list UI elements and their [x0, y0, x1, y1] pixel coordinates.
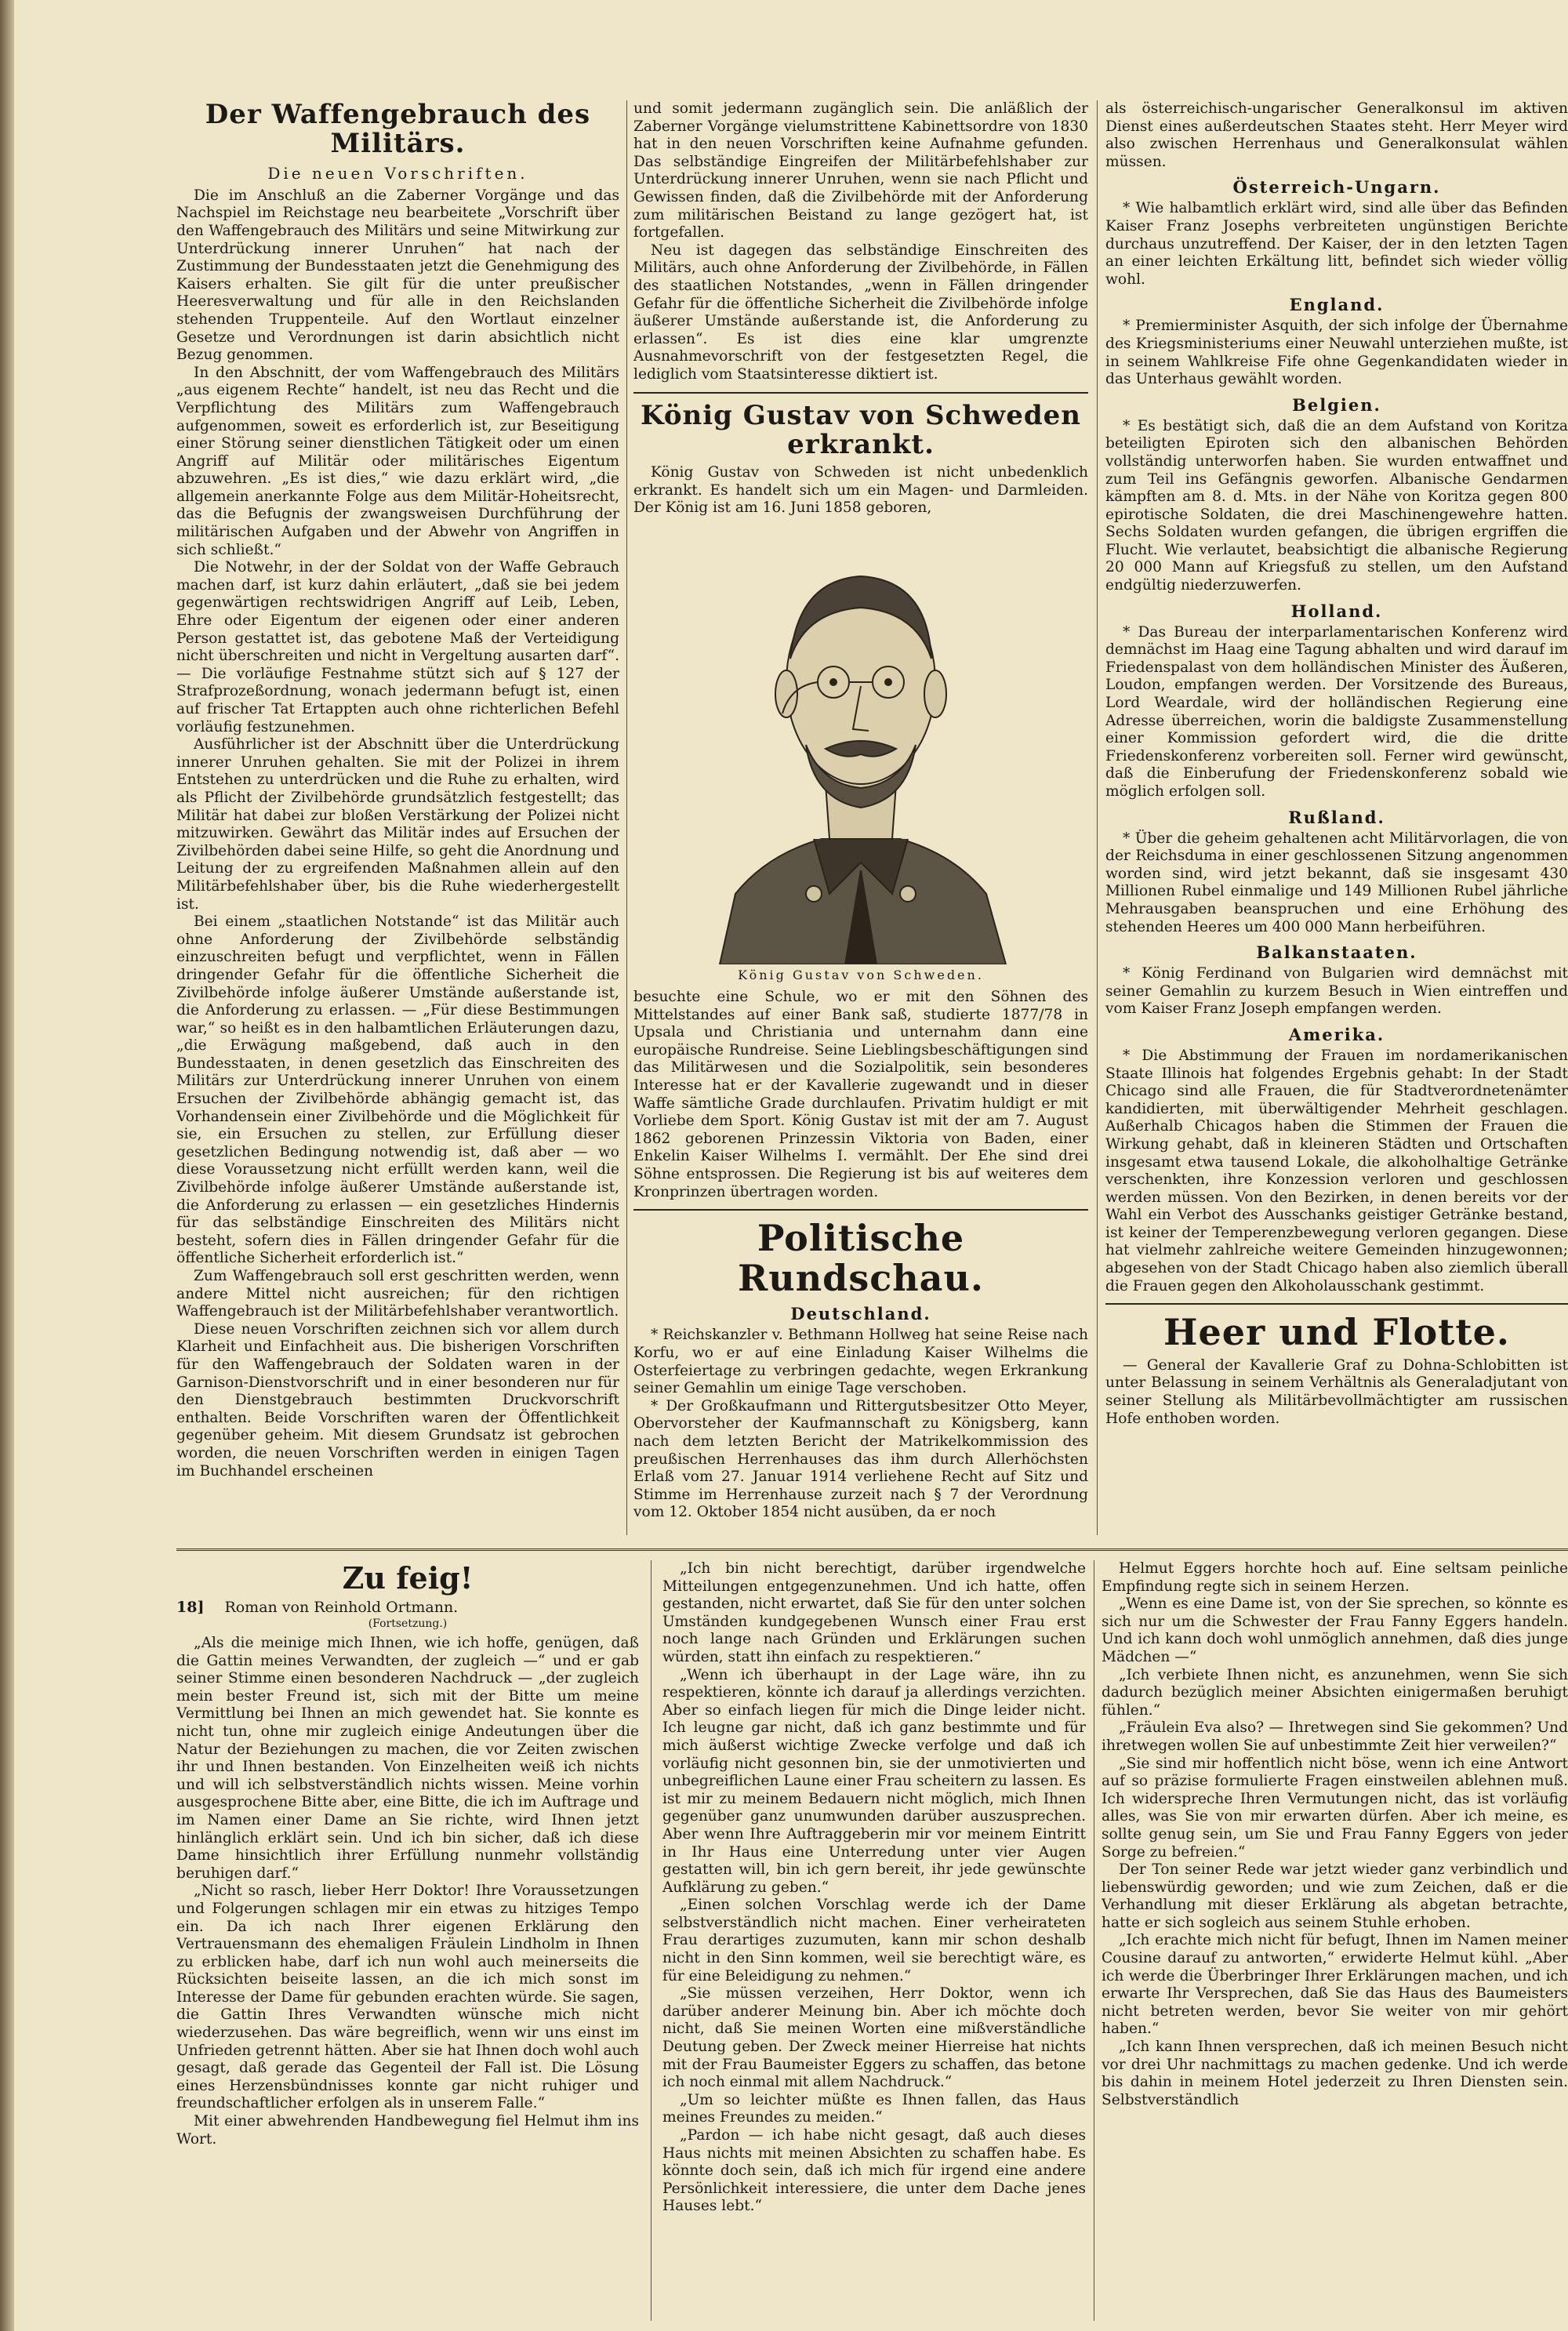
serial-number: 18]	[176, 1599, 205, 1616]
serial-paragraph: „Pardon — ich habe nicht gesagt, daß auch dieses Haus nichts mit meinen Absichten zu schaffen habe. Es könnte doch sein, daß ich mich für irgend eine andere Persönlichkeit interessiere, die unter dem Dache jenes Hauses lebt.“	[662, 2127, 1086, 2215]
news-item: * Der Großkaufmann und Rittergutsbesitzer Otto Meyer, Obervorsteher der Kaufmannschaft zu Königsberg, kann nach dem letzten Bericht der Matrikelkommission des preußischen Herrenhauses das ihm durch Allerhöchsten Erlaß vom 27. Januar 1914 verliehene Recht auf Sitz und Stimme im Herrenhause zurzeit nach § 7 der Verordnung vom 12. Oktober 1854 nicht ausüben, da er noch	[633, 1397, 1088, 1521]
serial-author: Roman von Reinhold Ortmann.	[224, 1599, 459, 1616]
king-text: besuchte eine Schule, wo er mit den Söhnen des Mittelstandes auf einer Bank saß, studierte 1877/78 in Upsala und Christiania und unternahm dann eine europäische Rundreise. Seine Lieblingsbeschäftigungen sind das Militärwesen und die Sozialpolitik, sein besonderes Interesse hat er der Kavallerie zugewandt und in dieser Waffe sämtliche Grade durchlaufen. Privatim huldigt er mit Vorliebe dem Sport. König Gustav ist mit der am 7. August 1862 geborenen Prinzessin Viktoria von Baden, einer Enkelin Kaiser Wilhelms I. vermählt. Der Ehe sind drei Söhne entsprossen. Die Regierung ist bis auf weiteres dem Kronprinzen übertragen worden.	[633, 989, 1088, 1200]
section-rule	[1105, 1303, 1568, 1305]
king-portrait-image	[696, 525, 1025, 964]
news-item: * Die Abstimmung der Frauen im nordamerikanischen Staate Illinois hat folgendes Ergebnis gehabt: In der Stadt Chicago sind alle Frauen, die für Stadtverordnetenämter kandidierten, mit überwältigender Mehrheit geschlagen. Außerhalb Chicagos haben die Stimmen der Frauen die Wirkung gehabt, daß in kleineren Städten und Ortschaften insgesamt etwa tausend Lokale, die alkoholhaltige Getränke verschenkten, ihre Konzession verloren und geschlossen werden müssen. Von den Bezirken, in denen bereits vor der Wahl ein Verbot des Ausschanks geistiger Getränke bestand, ist keiner der Temperenzbewegung verloren gegangen. Diese hat vielmehr zahlreiche weitere Gemeinden hinzugewonnen; abgesehen von der Stadt Chicago haben also ziemlich überall die Frauen gegen den Alkoholausschank gestimmt.	[1105, 1047, 1568, 1294]
serial-column-1	[176, 1560, 639, 2321]
article-paragraph: Ausführlicher ist der Abschnitt über die Unterdrückung innerer Unruhen gehalten. Sie mit der Polizei in ihrem Entstehen zu unterdrücken und die Ruhe zu erhalten, wird als Pflicht der Zivilbehörde grundsätzlich festgestellt; das Militär hat dabei zur bloßen Verstärkung der Polizei nicht mitzuwirken. Gewährt das Militär indes auf Ersuchen der Zivilbehörden dabei seine Hilfe, so geht die Anordnung und Leitung der zu ergreifenden Maßnahmen allein auf den Militärbefehlshaber über, bis die Ruhe wiederhergestellt ist.	[176, 736, 619, 913]
news-item: * Es bestätigt sich, daß die an dem Aufstand von Koritza beteiligten Epiroten sich den albanischen Behörden vollständig unterworfen haben. Sie wurden entwaffnet und zum Teil ins Gefängnis geworfen. Albanische Gendarmen kämpften am 8. d. Mts. in der Nähe von Koritza gegen 800 epirotische Soldaten, die drei Maschinengewehre hatten. Sechs Soldaten wurden gefangen, die übrigen ergriffen die Flucht. Wie verlautet, beabsichtigt die albanische Regierung 20 000 Mann auf Kriegsfuß zu stellen, um den Aufstand endgültig niederzuwerfen.	[1105, 417, 1568, 594]
serial-note: (Fortsetzung.)	[368, 1618, 448, 1630]
serial-paragraph: Helmut Eggers horchte hoch auf. Eine seltsam peinliche Empfindung regte sich in seinem Herzen.	[1102, 1560, 1568, 1595]
serial-column-2	[662, 1560, 1086, 2321]
serial-paragraph: „Sie müssen verzeihen, Herr Doktor, wenn ich darüber anderer Meinung bin. Aber ich möchte doch nicht, daß Sie meinen Worten eine mißverständliche Deutung geben. Der Zweck meiner Hierreise hat nichts mit der Frau Baumeister Eggers zu schaffen, das betone ich noch einmal mit allem Nachdruck.“	[662, 1985, 1086, 2091]
serial-paragraph: „Ich bin nicht berechtigt, darüber irgendwelche Mitteilungen entgegenzunehmen. Und ich hatte, offen gestanden, nicht erwartet, daß Sie für den unter solchen Umständen kundgegebenen Wunsch einer Frau erst noch lange nach Gründen und Erklärungen suchen würden, statt ihn einfach zu respektieren.“	[662, 1560, 1086, 1665]
article-paragraph: In den Abschnitt, der vom Waffengebrauch des Militärs „aus eigenem Rechte“ handelt, ist neu das Recht und die Verpflichtung des Militärs zum Waffengebrauch aufgenommen, soweit es erforderlich ist, zur Beseitigung einer Störung seiner dienstlichen Tätigkeit oder um einen Angriff auf Militär oder militärisches Eigentum abzuwehren. „Es ist dies,“ wie dazu erklärt wird, „die allgemein anerkannte Folge aus dem Militär-Hoheitsrecht, das die Befugnis der zwangsweisen Durchführung der militärischen Aufgaben und der Abwehr von Angriffen in sich schließt.“	[176, 364, 619, 558]
serial-paragraph: Mit einer abwehrenden Handbewegung fiel Helmut ihm ins Wort.	[176, 2113, 639, 2148]
serial-title: Zu feig!	[342, 1560, 474, 1596]
news-item: * Reichskanzler v. Bethmann Hollweg hat seine Reise nach Korfu, wo er auf eine Einladung Kaiser Wilhelms die Osterfeiertage zu verbringen gedachte, wegen Erkrankung seiner Gemahlin um einige Tage verschoben.	[633, 1327, 1088, 1397]
section-america: Amerika.	[1288, 1024, 1385, 1044]
fleet-headline: Heer und Flotte.	[1163, 1311, 1510, 1354]
serial-paragraph: „Ich erachte mich nicht für befugt, Ihnen im Namen meiner Cousine darauf zu antworten,“ erwiderte Helmut kühl. „Aber ich werde die Überbringer Ihrer Erklärungen machen, und ich erwarte Ihr Versprechen, daß Sie das Haus des Baumeisters nicht betreten werden, bevor Sie weiter von mir gehört haben.“	[1102, 1932, 1568, 2038]
news-item: * König Ferdinand von Bulgarien wird demnächst mit seiner Gemahlin zu kurzem Besuch in Wien eintreffen und vom Kaiser Franz Joseph empfangen werden.	[1105, 965, 1568, 1018]
section-russia: Rußland.	[1288, 807, 1385, 827]
page-binding-edge	[0, 0, 14, 2331]
portrait-caption: König Gustav von Schweden.	[738, 968, 984, 983]
section-holland: Holland.	[1290, 601, 1383, 621]
serial-paragraph: Der Ton seiner Rede war jetzt wieder ganz verbindlich und liebenswürdig geworden; und wie zum Zeichen, daß er die Verhandlung mit dieser Erklärung als abgetan betrachte, hatte er sich sogleich aus seinem Stuhle erhoben.	[1102, 1861, 1568, 1931]
serial-paragraph: „Fräulein Eva also? — Ihretwegen sind Sie gekommen? Und ihretwegen wollen Sie auf unbestimmte Zeit hier verweilen?“	[1102, 1719, 1568, 1754]
serial-paragraph: „Ich kann Ihnen versprechen, daß ich meinen Besuch nicht vor drei Uhr nachmittags zu machen gedenke. Und ich werde bis dahin in meinem Hotel jederzeit zu Ihren Diensten sein. Selbstverständlich	[1102, 2039, 1568, 2108]
article-headline: Der Waffengebrauch des Militärs.	[205, 100, 591, 160]
serial-paragraph: „Um so leichter müßte es Ihnen fallen, das Haus meines Freundes zu meiden.“	[662, 2091, 1086, 2126]
serial-paragraph: „Sie sind mir hoffentlich nicht böse, wenn ich eine Antwort auf so präzise formulierte Fragen einstweilen ablehnen muß. Ich widerspreche Ihren Vermutungen nicht, das ist vorläufig alles, was Sie von mir erwarten dürfen. Aber ich meine, es sollte genug sein, um Sie und Frau Fanny Eggers von jeder Sorge zu befreien.“	[1102, 1755, 1568, 1861]
section-germany: Deutschland.	[790, 1304, 931, 1324]
serial-paragraph: „Wenn es eine Dame ist, von der Sie sprechen, so könnte es sich nur um die Schwester der Frau Fanny Eggers handeln. Und ich kann doch wohl unmöglich annehmen, daß dies junge Mädchen —“	[1102, 1596, 1568, 1665]
article-paragraph: Diese neuen Vorschriften zeichnen sich vor allem durch Klarheit und Einfachheit aus. Die bisherigen Vorschriften für den Waffengebrauch der Soldaten waren in der Garnison-Dienstvorschrift und in einer besonderen nur für den Dienstgebrauch bestimmten Druckvorschrift enthalten. Beide Vorschriften waren der Öffentlichkeit gegenüber geheim. Mit diesem Grundsatz ist gebrochen worden, die neuen Vorschriften werden in einigen Tagen im Buchhandel erscheinen	[176, 1320, 619, 1480]
news-item: * Premierminister Asquith, der sich infolge der Übernahme des Kriegsministeriums einer Neuwahl unterziehen mußte, ist in seinem Wahlkreise Fife ohne Gegenkandidaten wieder in das Unterhaus gewählt worden.	[1105, 318, 1568, 388]
column-right	[1105, 100, 1568, 1535]
serial-byline	[176, 1599, 639, 1616]
article-continuation: Neu ist dagegen das selbständige Einschreiten des Militärs, auch ohne Anforderung der Zivilbehörde, in Fällen des staatlichen Notstandes, „wenn in Fällen dringender Gefahr für die öffentliche Sicherheit die Zivilbehörde infolge äußerer Umstände außerstande ist, die Anforderung zu erlassen“. Es ist dies eine klar umgrenzte Ausnahmevorschrift von der festgesetzten Regel, die lediglich vom Staatsinteresse diktiert ist.	[633, 241, 1088, 383]
article-subhead: Die neuen Vorschriften.	[267, 163, 528, 183]
feuilleton-divider	[176, 1549, 1568, 1551]
serial-paragraph: „Einen solchen Vorschlag werde ich der Dame selbstverständlich nicht machen. Einer verheirateten Frau derartiges zuzumuten, kann mir schon deshalb nicht in den Sinn kommen, weil sie berechtigt wäre, es für eine Beleidigung zu nehmen.“	[662, 1897, 1086, 1984]
section-austria: Österreich-Ungarn.	[1232, 177, 1441, 198]
serial-paragraph: „Ich verbiete Ihnen nicht, es anzunehmen, wenn Sie sich dadurch bezüglich meiner Absichten einigermaßen beruhigt fühlen.“	[1102, 1666, 1568, 1719]
news-item: * Das Bureau der interparlamentarischen Konferenz wird demnächst im Haag eine Tagung abhalten und wird darauf im Friedenspalast von dem holländischen Minister des Äußeren, Loudon, empfangen werden. Der Vorsitzende des Bureaus, Lord Weardale, wird der holländischen Regierung eine Adresse überreichen, worin die baldigste Zusammenstellung einer Kommission gefordert wird, die die dritte Friedenskonferenz vorbereiten soll. Ferner wird gewünscht, daß die Einberufung der Friedenskonferenz sobald wie möglich erfolgen soll.	[1105, 623, 1568, 800]
article-paragraph: Zum Waffengebrauch soll erst geschritten werden, wenn andere Mittel nicht ausreichen; für den richtigen Waffengebrauch ist der Militärbefehlshaber verantwortlich.	[176, 1268, 619, 1320]
column-military-article	[176, 100, 619, 1535]
article-paragraph: Bei einem „staatlichen Notstande“ ist das Militär auch ohne Anforderung der Zivilbehörde selbständig einzuschreiten befugt und verpflichtet, wenn in Fällen dringender Gefahr für die öffentliche Sicherheit die Zivilbehörde infolge äußerer Umstände außerstande ist, die Anforderung zu erlassen. — „Für diese Bestimmungen war,“ so heißt es in den halbamtlichen Erläuterungen dazu, „die Erwägung maßgebend, daß auch in den Bundesstaaten, in denen gesetzlich das Einschreiten des Militärs zur Unterdrückung innerer Unruhen von einem Ersuchen der Zivilbehörde abhängig gemacht ist, das Vorhandensein einer Zivilbehörde und die Möglichkeit für sie, ein Ersuchen zu stellen, zur Erfüllung dieser gesetzlichen Bedingung notwendig ist, daß aber — wo diese Voraussetzung nicht erfüllt werden kann, weil die Zivilbehörde infolge äußerer Umstände außerstande ist, die Anforderung zu erlassen — ein gesetzliches Hindernis für das selbständige Einschreiten des Militärs nicht besteht, sofern dies in Fällen dringender Gefahr für die öffentliche Sicherheit erforderlich ist.“	[176, 913, 619, 1267]
article-paragraph: Die Notwehr, in der der Soldat von der Waffe Gebrauch machen darf, ist kurz dahin erläutert, „daß sie bei jedem gegenwärtigen rechtswidrigen Angriff auf Leib, Leben, Ehre oder Eigentum der eigenen oder einer anderen Person gestattet ist, das gebotene Maß der Verteidigung nicht überschreiten und nicht in Vergeltung ausarten darf“. — Die vorläufige Festnahme stützt sich auf § 127 der Strafprozeßordnung, wonach jedermann befugt ist, einen auf frischer Tat Ertappten auch ohne richterlichen Befehl vorläufig festzunehmen.	[176, 559, 619, 735]
news-item: — General der Kavallerie Graf zu Dohna-Schlobitten ist unter Belassung in seinem Verhältnis als Generaladjutant von seiner Stellung als Militärbevollmächtigter am russischen Hofe enthoben worden.	[1105, 1356, 1568, 1427]
column-middle	[633, 100, 1088, 1535]
section-belgium: Belgien.	[1292, 394, 1381, 415]
column-divider	[651, 1560, 652, 2321]
article-paragraph: Die im Anschluß an die Zaberner Vorgänge und das Nachspiel im Reichstage neu bearbeitete „Vorschrift über den Waffengebrauch des Militärs und seine Mitwirkung zur Unterdrückung innerer Unruhen“ hat nach der Zustimmung der Bundesstaaten jetzt die Genehmigung des Kaisers erhalten. Sie gilt für die unter preußischer Heeresverwaltung und für alle in den Reichslanden stehenden Truppenteile. Auf den Wortlaut einzelner Gesetze und Verordnungen ist darin absichtlich nicht Bezug genommen.	[176, 187, 619, 364]
king-headline: König Gustav von Schweden erkrankt.	[641, 399, 1081, 460]
serial-column-3	[1102, 1560, 1568, 2321]
king-intro: König Gustav von Schweden ist nicht unbedenklich erkrankt. Es handelt sich um ein Magen- und Darmleiden. Der König ist am 16. Juni 1858 geboren,	[633, 464, 1088, 517]
news-item: * Wie halbamtlich erklärt wird, sind alle über das Befinden Kaiser Franz Josephs verbreiteten ungünstigen Berichte durchaus unzutreffend. Der Kaiser, der in den letzten Tagen an einer leichten Erkältung litt, befindet sich wieder völlig wohl.	[1105, 200, 1568, 288]
section-balkan: Balkanstaaten.	[1256, 942, 1417, 963]
column-divider	[1097, 100, 1098, 1535]
serial-paragraph: „Nicht so rasch, lieber Herr Doktor! Ihre Voraussetzungen und Folgerungen schlagen mir ein etwas zu hitziges Tempo ein. Da ich nach Ihrer eigenen Erklärung den Vertrauensmann des ehemaligen Fräulein Lindholm in Ihnen zu erblicken habe, darf ich nun wohl auch meinerseits die Rücksichten beiseite lassen, an die ich mich sonst im Interesse der Dame für gebunden erachten würde. Sie sagen, die Gattin Ihres Verwandten wünsche mich nicht wiederzusehen. Das wäre begreiflich, wenn wir uns einst im Unfrieden getrennt hätten. Aber sie hat Ihnen doch wohl auch gesagt, daß gerade das Gegenteil der Fall ist. Die Lösung eines Herzensbündnisses konnte gar nicht ruhiger und freundschaftlicher erfolgen als in unserem Falle.“	[176, 1883, 639, 2112]
column-divider	[626, 100, 627, 1535]
section-rule	[633, 392, 1088, 394]
section-england: England.	[1289, 295, 1385, 315]
serial-paragraph: „Als die meinige mich Ihnen, wie ich hoffe, genügen, daß die Gattin meines Verwandten, der zugleich —“ und er gab seiner Stimme einen besonderen Nachdruck — „der zugleich mein bester Freund ist, sich mit der Bitte um meine Vermittlung bei Ihnen an mich gewendet hat. Sie konnte es nicht tun, ohne mir zugleich einige Andeutungen über die Natur der Beziehungen zu machen, die vor Zeiten zwischen ihr und Ihnen bestanden. Von Einzelheiten weiß ich nichts und will ich selbstverständlich nichts wissen. Meine vorhin ausgesprochene Bitte aber, eine Bitte, die ich im Auftrage und im Namen einer Dame an Sie richte, wird Ihnen jetzt hinlänglich erklärt sein. Und ich bin sicher, daß ich diese Dame hinsichtlich ihrer Erfüllung nunmehr vollständig beruhigen darf.“	[176, 1635, 639, 1882]
news-item: * Über die geheim gehaltenen acht Militärvorlagen, die von der Reichsduma in einer geschlossenen Sitzung angenommen worden sind, wird jetzt bekannt, daß sie insgesamt 430 Millionen Rubel einmalige und 149 Millionen Rubel jährliche Mehrausgaben beanspruchen und eine Erhöhung des stehenden Heeres um 400 000 Mann herbeiführen.	[1105, 830, 1568, 935]
rundschau-headline: Politische Rundschau.	[738, 1217, 984, 1299]
serial-paragraph: „Wenn ich überhaupt in der Lage wäre, ihn zu respektieren, könnte ich darauf ja allerdings verzichten. Aber so einfach liegen für mich die Dinge leider nicht. Ich leugne gar nicht, daß ich ganz bestimmte und für mich äußerst wichtige Zwecke verfolge und daß ich vorläufig nicht gesonnen bin, sie der unmotivierten und unbegreiflichen Laune einer Frau scheitern zu lassen. Es ist mir zu meinem Bedauern nicht möglich, mich Ihnen gegenüber ganz unumwunden darüber auszusprechen. Aber wenn Ihre Auftraggeberin mir vor meinem Eintritt in Ihr Haus eine Unterredung unter vier Augen gestatten will, bin ich gern bereit, ihr jede gewünschte Aufklärung zu geben.“	[662, 1666, 1086, 1896]
news-continuation: als österreichisch-ungarischer Generalkonsul im aktiven Dienst eines außerdeutschen Staates steht. Herr Meyer wird also zwischen Herrenhaus und Generalkonsulat wählen müssen.	[1105, 100, 1568, 170]
section-rule	[633, 1209, 1088, 1211]
article-continuation: und somit jedermann zugänglich sein. Die anläßlich der Zaberner Vorgänge vielumstrittene Kabinettsordre von 1830 hat in den neuen Vorschriften keine Aufnahme gefunden. Das selbständige Eingreifen der Militärbefehlshaber zur Unterdrückung innerer Unruhen, wenn sie nach Pflicht und Gewissen finden, daß die Zivilbehörde mit der Anforderung zum militärischen Beistand zu lange gezögert hat, ist fortgefallen.	[633, 100, 1088, 241]
